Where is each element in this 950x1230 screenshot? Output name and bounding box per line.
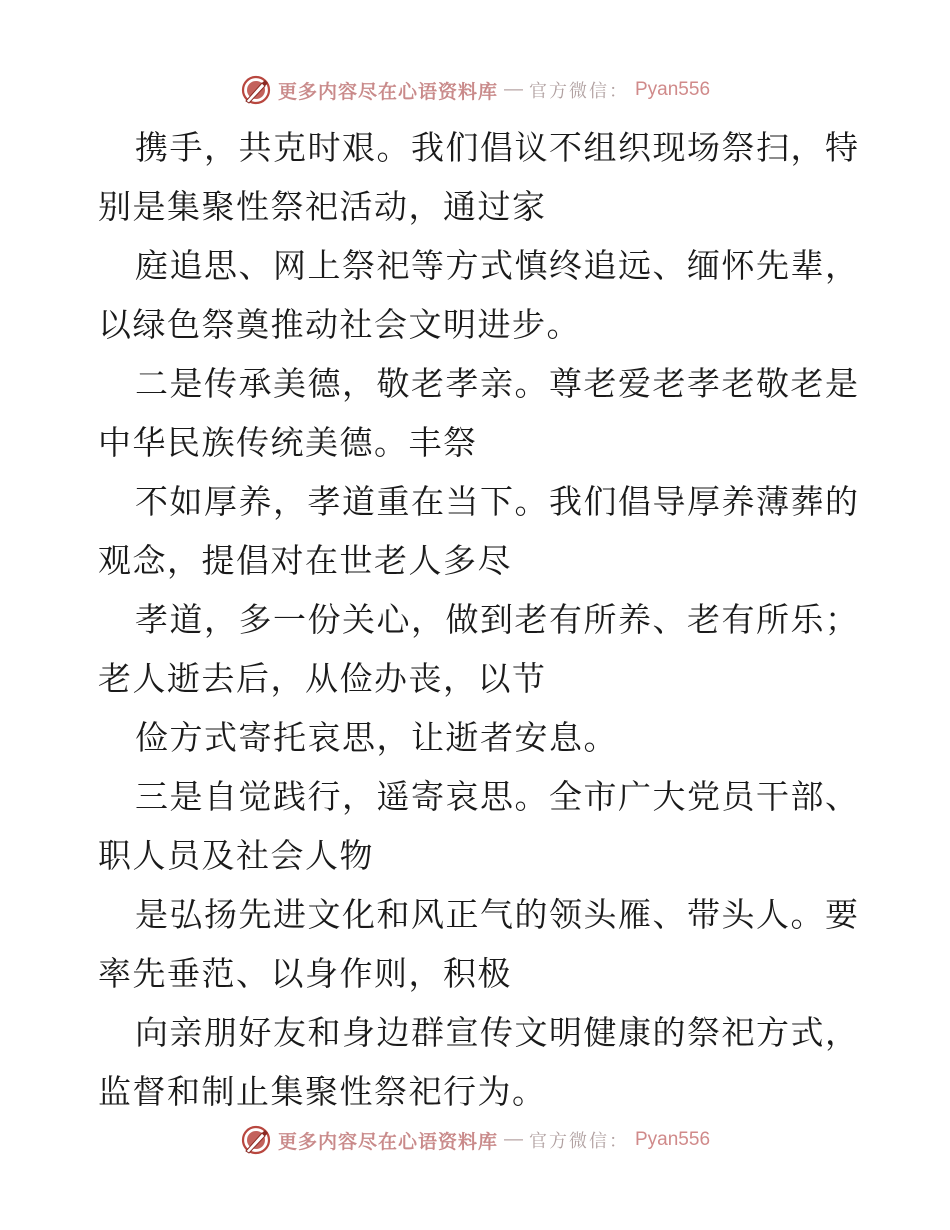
- header-banner: [0, 70, 950, 110]
- body-line: 监督和制止集聚性祭祀行为。: [98, 1072, 547, 1111]
- body-line: 观念，提倡对在世老人多尽: [98, 541, 512, 580]
- body-line: 中华民族传统美德。丰祭: [98, 423, 478, 462]
- banner-wechat-id: Pyan556: [635, 79, 711, 100]
- body-line: 庭追思、网上祭祀等方式慎终追远、缅怀先辈，: [135, 246, 860, 285]
- banner-dash: —: [504, 1129, 523, 1150]
- body-line: 率先垂范、以身作则，积极: [98, 954, 512, 993]
- body-line: 向亲朋好友和身边群宣传文明健康的祭祀方式，: [135, 1013, 860, 1052]
- body-line: 别是集聚性祭祀活动，通过家: [98, 187, 547, 226]
- body-line: 职人员及社会人物: [98, 836, 374, 875]
- banner-wechat-id: Pyan556: [635, 1129, 711, 1150]
- body-line: 老人逝去后，从俭办丧，以节: [98, 659, 547, 698]
- body-line: 三是自觉践行，遥寄哀思。全市广大党员干部、: [135, 777, 860, 816]
- document-body: [98, 118, 858, 1121]
- body-line: 不如厚养，孝道重在当下。我们倡导厚养薄葬的: [135, 482, 860, 521]
- body-line: 携手，共克时艰。我们倡议不组织现场祭扫，特: [135, 128, 860, 167]
- body-line: 是弘扬先进文化和风正气的领头雁、带头人。要: [135, 895, 860, 934]
- body-line: 以绿色祭奠推动社会文明进步。: [98, 305, 581, 344]
- body-line: 孝道，多一份关心，做到老有所养、老有所乐；: [135, 600, 860, 639]
- pen-logo-icon: [240, 74, 272, 106]
- body-line: 俭方式寄托哀思，让逝者安息。: [135, 718, 618, 757]
- banner-brand-text: 更多内容尽在心语资料库: [277, 1130, 498, 1153]
- banner-dash: —: [504, 79, 523, 100]
- pen-logo-icon: [240, 1124, 272, 1156]
- footer-banner: [0, 1120, 950, 1160]
- banner-subtitle: 官方微信：: [529, 1131, 629, 1152]
- body-line: 二是传承美德，敬老孝亲。尊老爱老孝老敬老是: [135, 364, 860, 403]
- banner-subtitle: 官方微信：: [529, 81, 629, 102]
- banner-brand-text: 更多内容尽在心语资料库: [277, 80, 498, 103]
